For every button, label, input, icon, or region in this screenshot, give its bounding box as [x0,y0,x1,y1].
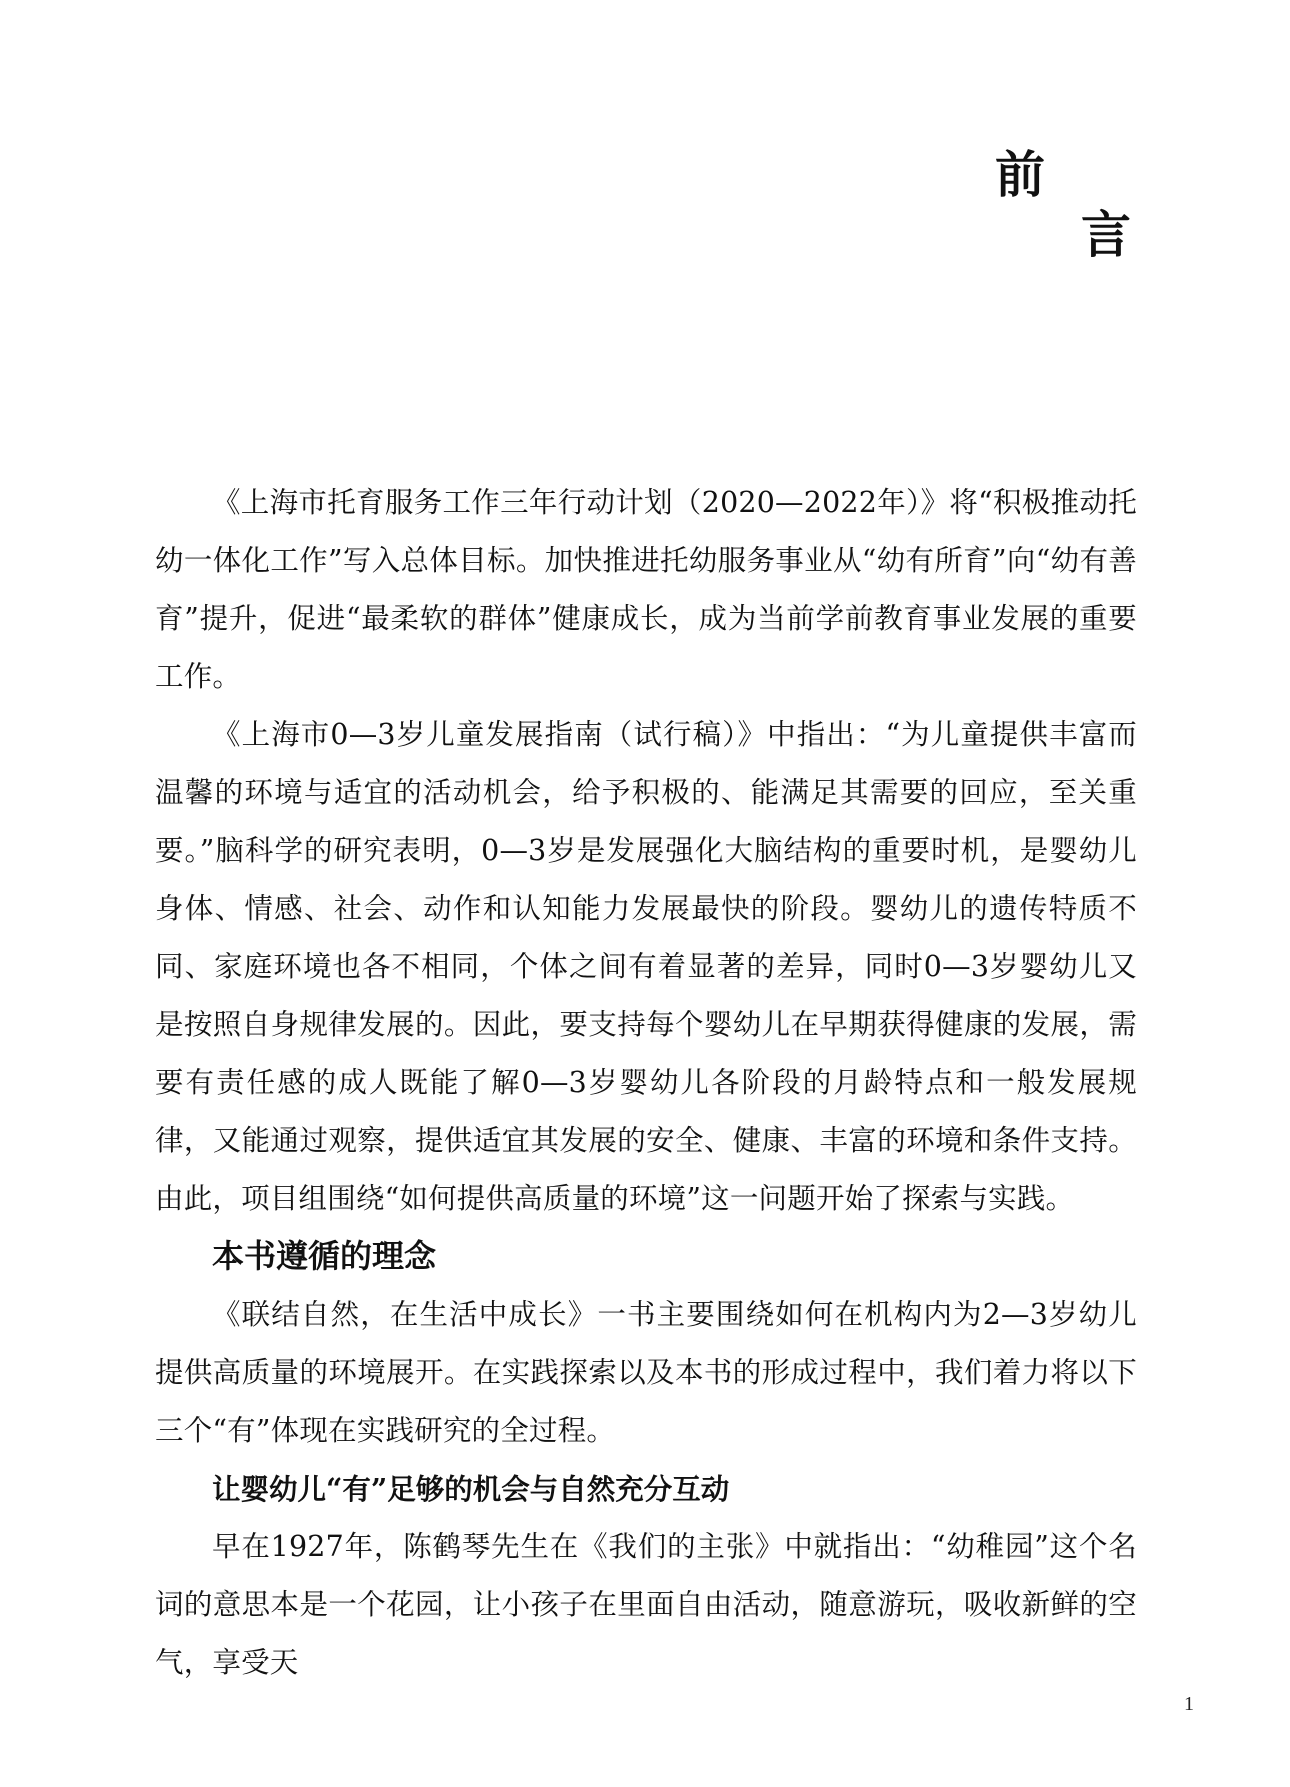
intro-paragraph-2: 《上海市0—3岁儿童发展指南（试行稿）》中指出：“为儿童提供丰富而温馨的环境与适宜的活动机会，给予积极的、能满足其需要的回应，至关重要。”脑科学的研究表明，0—3岁是发展强化大脑结构的重要时机，是婴幼儿身体、情感、社会、动作和认知能力发展最快的阶段。婴幼儿的遗传特质不同、家庭环境也各不相同，个体之间有着显著的差异，同时0—3岁婴幼儿又是按照自身规律发展的。因此，要支持每个婴幼儿在早期获得健康的发展，需要有责任感的成人既能了解0—3岁婴幼儿各阶段的月龄特点和一般发展规律，又能通过观察，提供适宜其发展的安全、健康、丰富的环境和条件支持。由此，项目组围绕“如何提供高质量的环境”这一问题开始了探索与实践。 [155,718,1137,1215]
section-subheading: 让婴幼儿“有”足够的机会与自然充分互动 [212,1472,730,1506]
page-number: 1 [1184,1693,1194,1715]
page-title-char-1: 前 [995,145,1045,204]
section-paragraph: 《联结自然，在生活中成长》一书主要围绕如何在机构内为2—3岁幼儿提供高质量的环境展开。在实践探索以及本书的形成过程中，我们着力将以下三个“有”体现在实践研究的全过程。 [155,1298,1137,1447]
intro-section [155,474,1137,1228]
intro-paragraph-1: 《上海市托育服务工作三年行动计划（2020—2022年）》将“积极推动托幼一体化工作”写入总体目标。加快推进托幼服务事业从“幼有所育”向“幼有善育”提升，促进“最柔软的群体”健康成长，成为当前学前教育事业发展的重要工作。 [155,486,1137,693]
principles-section [155,1226,1137,1692]
section-subparagraph: 早在1927年，陈鹤琴先生在《我们的主张》中就指出：“幼稚园”这个名词的意思本是一个花园，让小孩子在里面自由活动，随意游玩，吸收新鲜的空气，享受天 [155,1530,1137,1679]
page-title-char-2: 言 [1081,205,1131,264]
section-heading: 本书遵循的理念 [212,1237,437,1275]
